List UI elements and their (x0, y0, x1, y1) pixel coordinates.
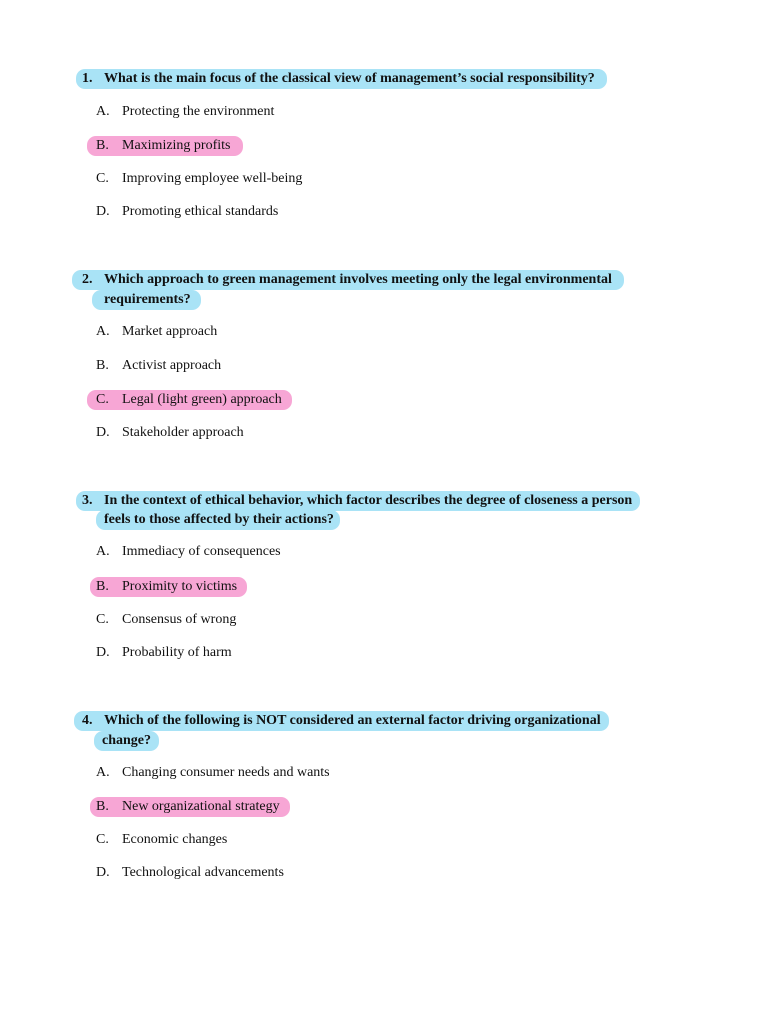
option-text: Consensus of wrong (122, 612, 237, 627)
option-letter: C. (96, 392, 109, 407)
option-text: Improving employee well-being (122, 171, 303, 186)
option-text: Promoting ethical standards (122, 204, 279, 219)
question-3-line-1 (76, 491, 640, 511)
option-text: New organizational strategy (122, 799, 280, 814)
question-1-number: 1. (82, 71, 93, 86)
question-3-line-2 (96, 510, 340, 530)
option-2d (96, 424, 244, 442)
option-text: Proximity to victims (122, 579, 238, 594)
option-1a (96, 103, 274, 121)
option-letter: A. (96, 765, 110, 780)
option-4d (96, 864, 284, 882)
option-letter: D. (96, 865, 110, 880)
option-letter: C. (96, 612, 109, 627)
option-letter: C. (96, 832, 109, 847)
question-2-line-2 (92, 290, 201, 310)
option-text: Protecting the environment (122, 104, 275, 119)
option-text: Market approach (122, 324, 218, 339)
question-4-line-1 (74, 711, 609, 731)
question-2-line-1 (72, 270, 624, 290)
option-letter: C. (96, 171, 109, 186)
option-text: Stakeholder approach (122, 425, 244, 440)
option-2c-answer (87, 390, 292, 410)
option-letter: B. (96, 358, 109, 373)
question-2-number: 2. (82, 272, 93, 287)
question-4-number: 4. (82, 713, 93, 728)
question-4-text: Which of the following is NOT considered an external factor driving organizational (104, 713, 601, 728)
option-letter: D. (96, 645, 110, 660)
option-text: Economic changes (122, 832, 228, 847)
option-1c (96, 170, 302, 188)
option-letter: B. (96, 799, 109, 814)
option-3b-answer (90, 577, 247, 597)
question-1-line-1 (76, 69, 607, 89)
option-letter: A. (96, 544, 110, 559)
question-4-text-cont: change? (102, 733, 151, 748)
option-letter: B. (96, 138, 109, 153)
option-text: Legal (light green) approach (122, 392, 282, 407)
question-4-line-2 (94, 731, 159, 751)
option-text: Technological advancements (122, 865, 284, 880)
option-text: Changing consumer needs and wants (122, 765, 330, 780)
option-1d (96, 203, 278, 221)
question-2-text: Which approach to green management involves meeting only the legal environmental (104, 272, 612, 287)
question-3-text-cont: feels to those affected by their actions? (104, 512, 334, 527)
option-3d (96, 644, 232, 662)
option-3a (96, 543, 281, 561)
option-2b (96, 357, 221, 375)
option-2a (96, 323, 217, 341)
option-text: Immediacy of consequences (122, 544, 281, 559)
option-4b-answer (90, 797, 290, 817)
option-letter: B. (96, 579, 109, 594)
question-2-text-cont: requirements? (104, 292, 191, 307)
question-3-text: In the context of ethical behavior, which factor describes the degree of closeness a person (104, 493, 633, 508)
option-text: Probability of harm (122, 645, 232, 660)
question-1-text: What is the main focus of the classical view of management’s social responsibility? (104, 71, 595, 86)
option-text: Maximizing profits (122, 138, 231, 153)
option-letter: A. (96, 324, 110, 339)
option-4a (96, 764, 330, 782)
option-3c (96, 611, 236, 629)
option-4c (96, 831, 227, 849)
option-letter: D. (96, 204, 110, 219)
question-3-number: 3. (82, 493, 93, 508)
option-text: Activist approach (122, 358, 222, 373)
option-1b-answer (87, 136, 243, 156)
option-letter: D. (96, 425, 110, 440)
option-letter: A. (96, 104, 110, 119)
